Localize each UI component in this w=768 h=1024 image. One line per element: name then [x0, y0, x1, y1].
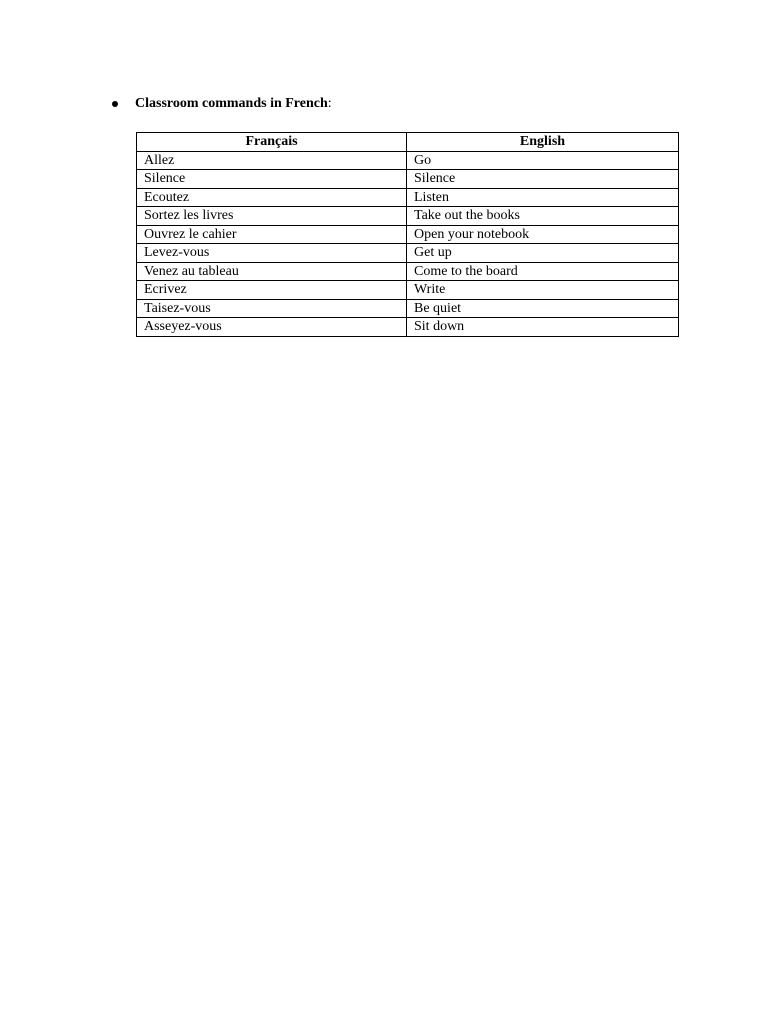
english-cell: Take out the books	[407, 207, 679, 226]
french-cell: Taisez-vous	[137, 299, 407, 318]
bullet-icon	[112, 101, 118, 107]
bullet-heading	[112, 94, 332, 114]
french-cell: Sortez les livres	[137, 207, 407, 226]
vocabulary-table	[136, 132, 679, 337]
table-row	[137, 170, 679, 189]
english-cell: Silence	[407, 170, 679, 189]
table-row	[137, 262, 679, 281]
table-row	[137, 188, 679, 207]
english-cell: Go	[407, 151, 679, 170]
table-row	[137, 225, 679, 244]
english-cell: Write	[407, 281, 679, 300]
french-cell: Ecrivez	[137, 281, 407, 300]
table-row	[137, 207, 679, 226]
table-row	[137, 151, 679, 170]
french-cell: Silence	[137, 170, 407, 189]
heading-colon: :	[327, 96, 332, 111]
french-cell: Ecoutez	[137, 188, 407, 207]
english-cell: Listen	[407, 188, 679, 207]
header-english: English	[407, 133, 679, 152]
french-cell: Levez-vous	[137, 244, 407, 263]
english-cell: Open your notebook	[407, 225, 679, 244]
french-cell: Allez	[137, 151, 407, 170]
french-cell: Asseyez-vous	[137, 318, 407, 337]
english-cell: Get up	[407, 244, 679, 263]
table-row	[137, 281, 679, 300]
table-row	[137, 318, 679, 337]
english-cell: Sit down	[407, 318, 679, 337]
english-cell: Come to the board	[407, 262, 679, 281]
table-row	[137, 299, 679, 318]
table-row	[137, 244, 679, 263]
english-cell: Be quiet	[407, 299, 679, 318]
header-french: Français	[137, 133, 407, 152]
table-header-row	[137, 133, 679, 152]
french-cell: Ouvrez le cahier	[137, 225, 407, 244]
heading-text: Classroom commands in French	[135, 96, 328, 111]
french-cell: Venez au tableau	[137, 262, 407, 281]
